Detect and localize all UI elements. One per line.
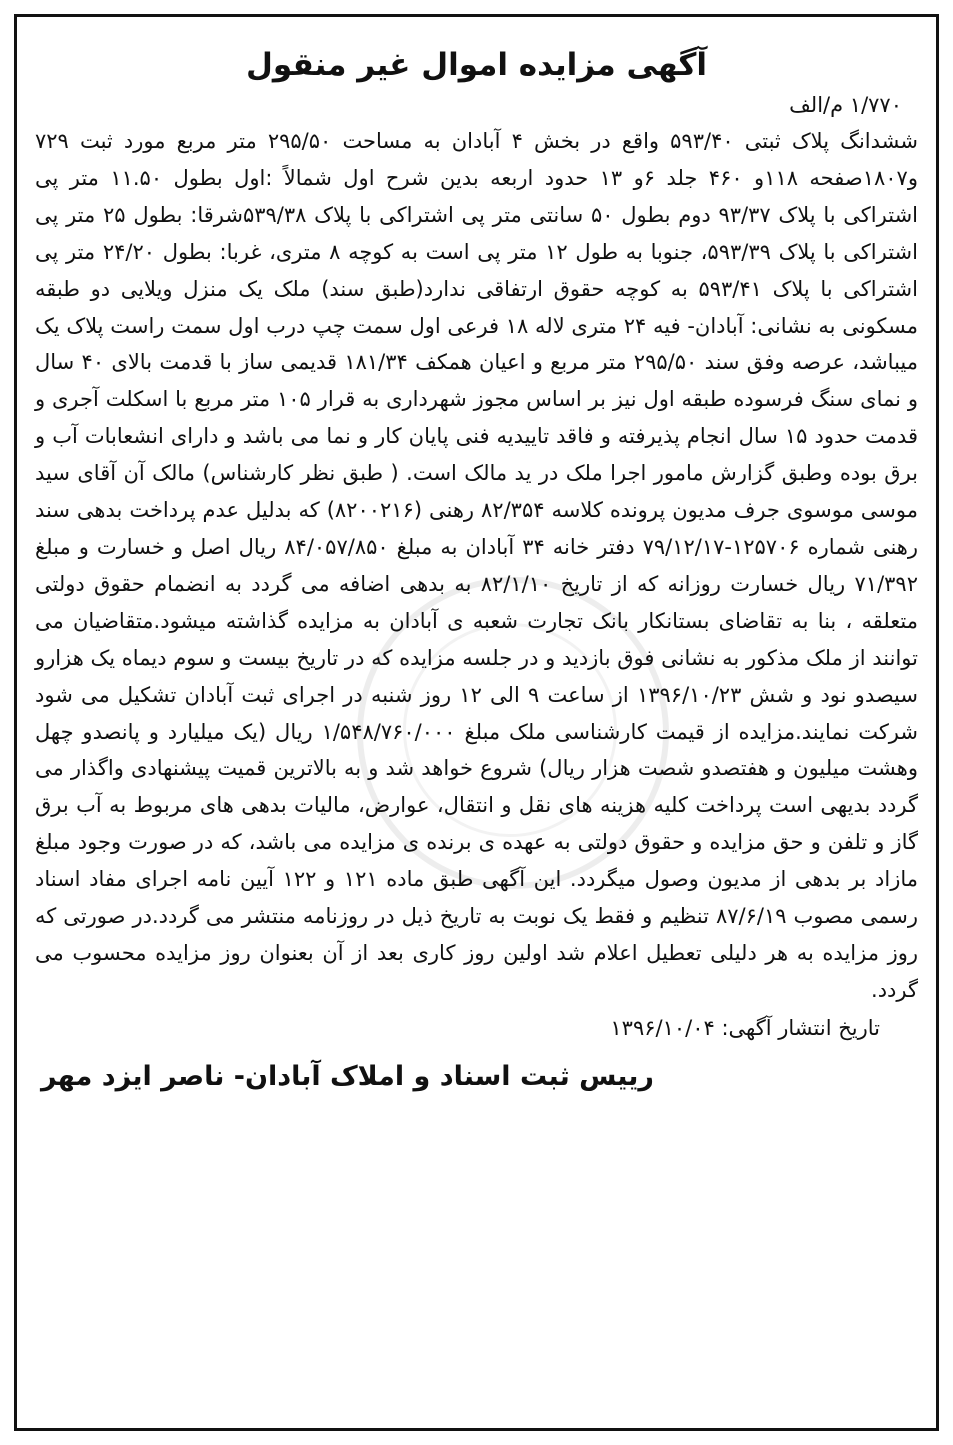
notice-title: آگهی مزایده اموال غیر منقول bbox=[246, 47, 707, 83]
notice-body: ششدانگ پلاک ثبتی ۵۹۳/۴۰ واقع در بخش ۴ آبادان به مساحت ۲۹۵/۵۰ متر مربع مورد ثبت ۷۲۹ و۱۸۰۷صفحه ۱۱۸و ۴۶۰ جلد ۶و ۱۳ حدود اربعه بدین شرح اول شمالاً :اول بطول ۱۱.۵۰ متر پی اشتراکی با پلاک ۹۳/۳۷ دوم بطول ۵۰ سانتی متر پی اشتراکی با پلاک ۵۳۹/۳۸شرقا: بطول ۲۵ متر پی اشتراکی با پلاک ۵۹۳/۳۹، جنوبا به طول ۱۲ متر پی است به کوچه ۸ متری، غربا: بطول ۲۴/۲۰ متر پی اشتراکی با پلاک ۵۹۳/۴۱ به کوچه حقوق ارتفاقی ندارد(طبق سند) ملک یک منزل ویلایی دو طبقه مسکونی به نشانی: آبادان- فیه ۲۴ متری لاله ۱۸ فرعی اول سمت چپ درب اول سمت راست پلاک یک میباشد، عرصه وفق سند ۲۹۵/۵۰ متر مربع و اعیان همکف ۱۸۱/۳۴ قدیمی ساز با قدمت بالای ۴۰ سال و نمای سنگ فرسوده طبقه اول نیز بر اساس مجوز شهرداری به قرار ۱۰۵ متر مربع با اسکلت آجری و قدمت حدود ۱۵ سال انجام پذیرفته و فاقد تاییدیه فنی پایان کار و نما می باشد و دارای انشعابات آب و برق بوده وطبق گزارش مامور اجرا ملک در ید مالک است. ( طبق نظر کارشناس) مالک آن آقای سید موسی موسوی جرف مدیون پرونده کلاسه ۸۲/۳۵۴ رهنی (۸۲۰۰۲۱۶) که بدلیل عدم پرداخت بدهی سند رهنی شماره ۱۲۵۷۰۶-۷۹/۱۲/۱۷ دفتر خانه ۳۴ آبادان به مبلغ ۸۴/۰۵۷/۸۵۰ ریال اصل و خسارت و مبلغ ۷۱/۳۹۲ ریال خسارت روزانه که از تاریخ ۸۲/۱/۱۰ به بدهی اضافه می گردد به انضمام حقوق دولتی متعلقه ، بنا به تقاضای بستانکار بانک تجارت شعبه ی آبادان به مزایده گذاشته میشود.متقاضیان می توانند از ملک مذکور به نشانی فوق بازدید و در جلسه مزایده که در تاریخ بیست و سوم دیماه یک هزارو سیصدو نود و شش ۱۳۹۶/۱۰/۲۳ از ساعت ۹ الی ۱۲ روز شنبه در اجرای ثبت آبادان تشکیل می شود شرکت نمایند.مزایده از قیمت کارشناسی ملک مبلغ ۱/۵۴۸/۷۶۰/۰۰۰ ریال (یک میلیارد و پانصدو چهل وهشت میلیون و هفتصدو شصت هزار ریال) شروع خواهد شد و به بالاترین قمیت پیشنهادی واگذار می گردد بدیهی است پرداخت کلیه هزینه های نقل و انتقال، عوارض، مالیات بدهی های مربوط به آب برق گاز و تلفن و حق مزایده و حقوق دولتی به عهده ی برنده ی مزایده می باشد، که در صورت وجود مبلغ مازاد بر بدهی از مدیون وصول میگردد. این آگهی طبق ماده ۱۲۱ و ۱۲۲ آیین نامه اجرای مفاد اسناد رسمی مصوب ۸۷/۶/۱۹ تنظیم و فقط یک نوبت به تاریخ ذیل در روزنامه منتشر می گردد.در صورتی که روز مزایده به هر دلیلی تعطیل اعلام شد اولین روز کاری بعد از آن بعنوان روز مزایده محسوب می گردد. bbox=[35, 129, 918, 1002]
publication-date: تاریخ انتشار آگهی: ۱۳۹۶/۱۰/۰۴ bbox=[610, 1015, 880, 1040]
signature: رییس ثبت اسناد و املاک آبادان- ناصر ایزد مهر bbox=[41, 1060, 654, 1092]
reference-number: ۱/۷۷۰ م/الف bbox=[789, 93, 902, 117]
auction-notice bbox=[14, 14, 939, 1431]
